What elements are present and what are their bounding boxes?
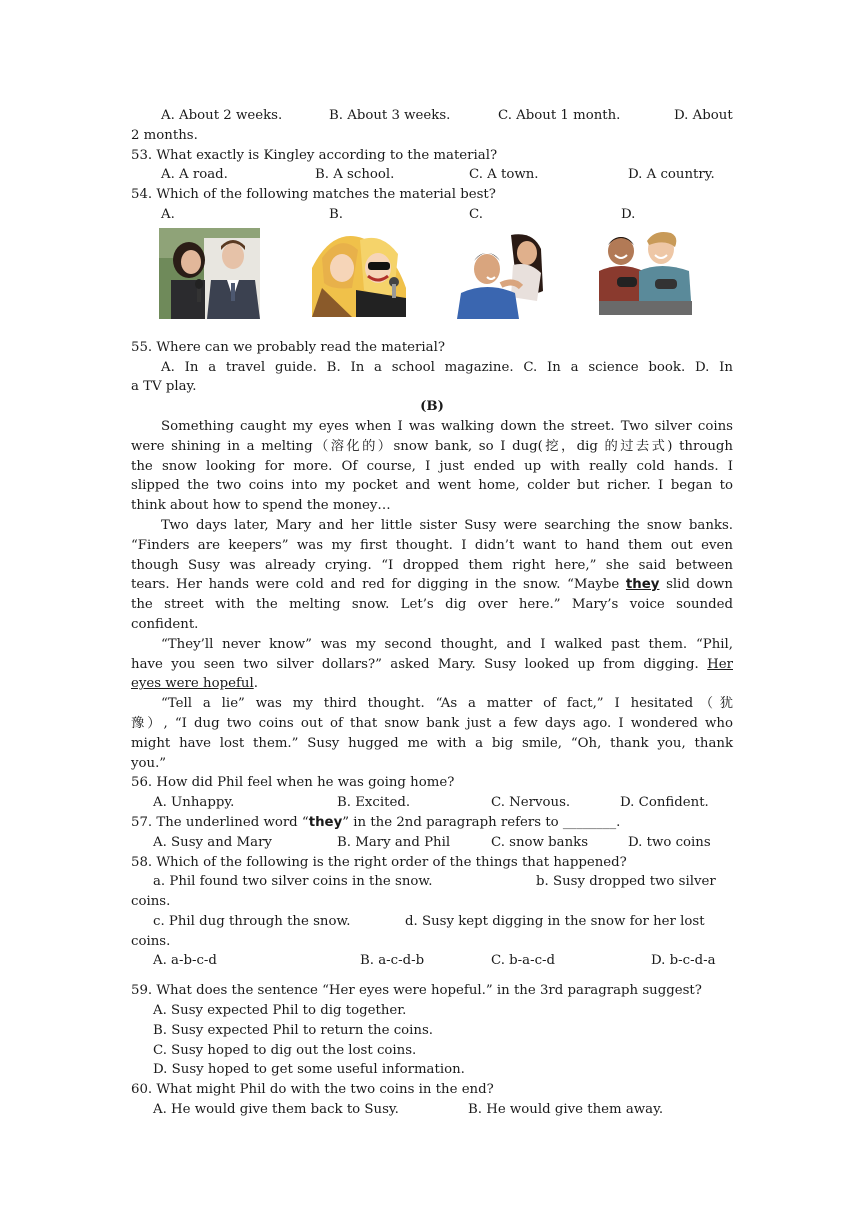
q58-item-d: d. Susy kept digging in the snow for her lost bbox=[405, 913, 705, 929]
q58-item-c: c. Phil dug through the snow. bbox=[153, 913, 351, 929]
q60-stem: 60. What might Phil do with the two coins in the end? bbox=[131, 1082, 494, 1098]
q52-option-b: B. About 3 weeks. bbox=[329, 108, 451, 123]
p1-line-4: slipped the two coins into my pocket and went home, colder but richer. I began to bbox=[131, 478, 733, 494]
p2-line-2: “Finders are keepers” was my first thought. I didn’t want to hand them out even bbox=[131, 537, 733, 553]
q53-option-b: B. A school. bbox=[315, 167, 395, 183]
q59-option-b: B. Susy expected Phil to return the coins. bbox=[153, 1022, 434, 1038]
q56-stem: 56. How did Phil feel when he was going home? bbox=[131, 775, 455, 791]
q54-label-b: B. bbox=[329, 206, 343, 222]
p2-line-4-text: tears. Her hands were cold and red for digging in the snow. “Maybe bbox=[131, 577, 626, 593]
q57-stem-start: 57. The underlined word “ bbox=[131, 814, 309, 830]
q56-options bbox=[131, 793, 733, 813]
q56-option-b: B. Excited. bbox=[337, 795, 411, 811]
p2-line-4-tail: slid down bbox=[666, 577, 733, 593]
p3-line-2 bbox=[131, 655, 733, 675]
q57-word: they bbox=[308, 814, 343, 830]
q54-stem: 54. Which of the following matches the material best? bbox=[131, 187, 496, 203]
p1-line-5: think about how to spend the money… bbox=[131, 498, 391, 514]
q57-option-b: B. Mary and Phil bbox=[337, 834, 451, 850]
q55-stem: 55. Where can we probably read the material? bbox=[131, 339, 445, 355]
gamers-photo bbox=[599, 231, 692, 315]
p2-line-6: confident. bbox=[131, 616, 199, 632]
p2-line-5: the street with the melting snow. Let’s dig over here.” Mary’s voice sounded bbox=[131, 597, 733, 613]
p2-line-3: though Susy was already crying. “I dropped them right here,” she said between bbox=[131, 557, 733, 573]
q60-options bbox=[131, 1100, 733, 1120]
q58-item-d-cont: coins. bbox=[131, 933, 171, 949]
q58-option-a: A. a-b-c-d bbox=[153, 953, 217, 969]
p3-line-2-text: have you seen two silver dollars?” asked Mary. Susy looked up from digging. bbox=[131, 656, 708, 672]
q58-option-c: C. b-a-c-d bbox=[491, 953, 556, 969]
q57-option-d: D. two coins bbox=[628, 834, 711, 850]
q54-option-labels bbox=[131, 205, 733, 225]
p3-line-1: “They’ll never know” was my second thought, and I walked past them. “Phil, bbox=[161, 636, 733, 652]
section-b-title: (B) bbox=[420, 399, 444, 415]
q55-options-cont: a TV play. bbox=[131, 379, 197, 395]
underlined-eyes-hopeful: eyes were hopeful bbox=[131, 676, 254, 692]
q60-option-a: A. He would give them back to Susy. bbox=[153, 1102, 399, 1118]
q58-item-b: b. Susy dropped two silver bbox=[536, 874, 716, 890]
q55-options: A. In a travel guide. B. In a school magazine. C. In a science book. D. In bbox=[161, 359, 733, 375]
q57-option-a: A. Susy and Mary bbox=[153, 834, 272, 850]
q52-option-a: A. About 2 weeks. bbox=[161, 108, 283, 123]
q58-stem: 58. Which of the following is the right order of the things that happened? bbox=[131, 854, 627, 870]
q53-option-c: C. A town. bbox=[469, 167, 539, 183]
q56-option-c: C. Nervous. bbox=[491, 795, 571, 811]
q59-option-c: C. Susy hoped to dig out the lost coins. bbox=[153, 1042, 417, 1058]
q52-option-d: D. About bbox=[674, 108, 733, 123]
p1-line-1: Something caught my eyes when I was walking down the street. Two silver coins bbox=[161, 418, 733, 434]
interview-photo bbox=[159, 228, 260, 319]
p1-line-3: the snow looking for more. Of course, I just ended up with really cold hands. I bbox=[131, 458, 733, 474]
p3-line-3-period: . bbox=[253, 676, 258, 692]
q58-items-ab bbox=[131, 872, 733, 892]
q57-options bbox=[131, 833, 733, 853]
exam-page bbox=[131, 106, 733, 1120]
p2-line-4 bbox=[131, 575, 733, 595]
p4-line-1: “Tell a lie” was my third thought. “As a matter of fact,” I hesitated（犹 bbox=[161, 696, 733, 712]
q58-item-b-cont: coins. bbox=[131, 894, 171, 910]
q52-option-c: C. About 1 month. bbox=[498, 108, 621, 123]
q54-label-d: D. bbox=[621, 206, 636, 222]
q57-option-c: C. snow banks bbox=[491, 834, 589, 850]
q52-options bbox=[131, 106, 733, 126]
q59-stem: 59. What does the sentence “Her eyes were hopeful.” in the 3rd paragraph suggest? bbox=[131, 983, 702, 999]
q53-option-d: D. A country. bbox=[628, 167, 715, 183]
p4-line-4: you.” bbox=[131, 755, 167, 771]
couple-photo bbox=[457, 231, 545, 319]
q57-stem-end: ” in the 2nd paragraph refers to ________. bbox=[342, 814, 621, 830]
q58-option-b: B. a-c-d-b bbox=[360, 953, 425, 969]
p1-line-2: were shining in a melting（溶化的）snow bank, so I dug(挖，dig 的过去式) through bbox=[131, 438, 733, 454]
q59-option-a: A. Susy expected Phil to dig together. bbox=[153, 1003, 407, 1019]
q53-option-a: A. A road. bbox=[161, 167, 228, 183]
q58-items-cd bbox=[131, 912, 733, 932]
q56-option-a: A. Unhappy. bbox=[153, 795, 235, 811]
p4-line-2: 豫）, “I dug two coins out of that snow bank just a few days ago. I wondered who bbox=[131, 715, 733, 731]
q59-option-d: D. Susy hoped to get some useful information. bbox=[153, 1062, 465, 1078]
q54-pictures bbox=[131, 228, 733, 330]
q60-option-b: B. He would give them away. bbox=[468, 1102, 664, 1118]
q54-label-a: A. bbox=[161, 206, 175, 222]
q52-option-d-cont: 2 months. bbox=[131, 127, 198, 143]
p4-line-3: might have lost them.” Susy hugged me with a big smile, “Oh, thank you, thank bbox=[131, 735, 733, 751]
q53-options bbox=[131, 165, 733, 185]
underlined-word-they: they bbox=[625, 577, 660, 593]
p2-line-1: Two days later, Mary and her little sister Susy were searching the snow banks. bbox=[161, 517, 733, 533]
q57-stem bbox=[131, 813, 733, 833]
underlined-her: Her bbox=[707, 656, 733, 672]
singers-cartoon bbox=[312, 228, 406, 317]
q58-option-d: D. b-c-d-a bbox=[651, 953, 716, 969]
q58-item-a: a. Phil found two silver coins in the snow. bbox=[153, 874, 433, 890]
q53-stem: 53. What exactly is Kingley according to the material? bbox=[131, 147, 498, 163]
q58-options bbox=[131, 951, 733, 971]
p3-line-3 bbox=[131, 674, 733, 694]
q54-label-c: C. bbox=[469, 206, 483, 222]
q56-option-d: D. Confident. bbox=[620, 795, 709, 811]
